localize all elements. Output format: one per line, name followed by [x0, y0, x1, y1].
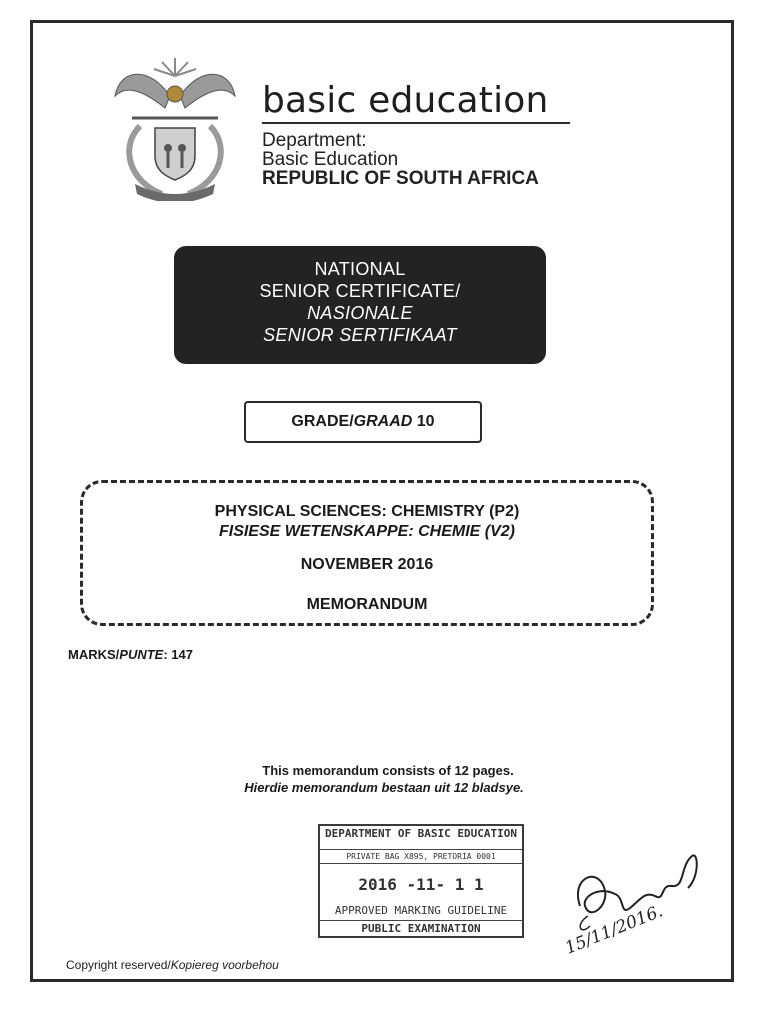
stamp-divider	[320, 920, 522, 921]
marks-label-af: PUNTE	[119, 647, 164, 662]
subject-title-af: FISIESE WETENSKAPPE: CHEMIE (V2)	[218, 523, 516, 540]
coat-of-arms-icon	[110, 56, 240, 201]
signature-date: 15/11/2016.	[562, 901, 666, 959]
certificate-line-senior: SENIOR CERTIFICATE/	[259, 281, 461, 301]
stamp-exam: PUBLIC EXAMINATION	[361, 922, 481, 935]
grade-value: 10	[416, 413, 435, 430]
copyright-en: Copyright reserved/	[66, 958, 171, 972]
subject-box	[80, 480, 654, 626]
copyright-notice	[66, 958, 279, 972]
stamp-approved: APPROVED MARKING GUIDELINE	[334, 904, 508, 917]
brand-title: basic education	[262, 80, 549, 121]
certificate-banner	[174, 246, 546, 364]
department-label: Department:	[262, 130, 367, 151]
approval-stamp	[318, 824, 524, 938]
country-name: REPUBLIC OF SOUTH AFRICA	[262, 168, 539, 189]
marks-value: 147	[171, 647, 193, 662]
copyright-af: Kopiereg voorbehou	[170, 958, 279, 972]
exam-date: NOVEMBER 2016	[300, 556, 434, 573]
grade-label-af: GRAAD	[353, 413, 413, 430]
subject-title-en: PHYSICAL SCIENCES: CHEMISTRY (P2)	[214, 503, 520, 520]
certificate-line-sertifikaat: SENIOR SERTIFIKAAT	[263, 325, 457, 345]
grade-box	[244, 401, 482, 443]
marks-label-en: MARKS/	[68, 647, 120, 662]
department-name: Basic Education	[262, 149, 399, 170]
certificate-line-nasionale: NASIONALE	[307, 303, 413, 323]
page-count-en: This memorandum consists of 12 pages.	[262, 763, 514, 778]
stamp-title: DEPARTMENT OF BASIC EDUCATION	[324, 827, 518, 840]
certificate-line-national: NATIONAL	[314, 259, 406, 279]
stamp-address: PRIVATE BAG X895, PRETORIA 0001	[346, 852, 496, 861]
document-type: MEMORANDUM	[306, 596, 428, 613]
handwritten-signature	[560, 836, 720, 966]
stamp-date: 2016 -11- 1 1	[358, 875, 484, 894]
marks-line: MARKS/PUNTE: 147	[68, 647, 193, 662]
brand-underline	[262, 122, 570, 124]
page-count-af: Hierdie memorandum bestaan uit 12 bladsye.	[244, 780, 524, 795]
grade-label-en: GRADE/	[291, 413, 354, 430]
stamp-divider	[320, 849, 522, 850]
stamp-divider	[320, 863, 522, 864]
